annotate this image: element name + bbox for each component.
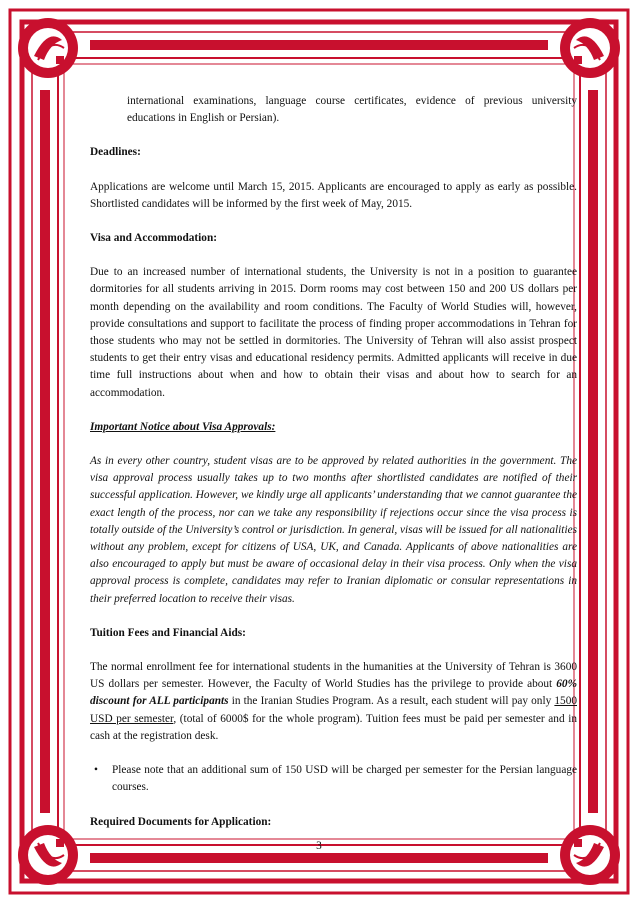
tuition-paragraph	[90, 659, 577, 745]
visa-heading: Visa and Accommodation:	[90, 232, 217, 245]
tuition-text-1: The normal enrollment fee for international students in the humanities at the University of Tehran is 3600 US dollars per semester. However, the Faculty of World Studies has the privilege to provide about	[90, 661, 577, 691]
visa-paragraph: Due to an increased number of international students, the University is not in a position to guarantee dormitories for all students arriving in 2015. Dorm rooms may cost between 150 and 200 US dollars per month depending on the availability and room conditions. The Faculty of World Studies will, however, provide consultations and support to facilitate the process of finding proper accommodations in Tehran for those students who may not be settled in dormitories. The University of Tehran will also assist prospect students to get their entry visas and educational residency permits. Admitted applicants will receive in due time full instructions about when and how to obtain their visas and about how to search for an accommodation.	[90, 266, 577, 399]
tuition-heading: Tuition Fees and Financial Aids:	[90, 626, 246, 639]
discount-highlight: 60% discount for ALL participants	[90, 678, 577, 708]
page-number: 3	[316, 840, 322, 852]
bullet-icon: •	[94, 764, 98, 777]
corner-ornament-top-right-icon	[560, 18, 620, 78]
price-per-semester: 1500 USD per semester	[90, 695, 577, 725]
page-body	[90, 93, 577, 831]
corner-ornament-top-left-icon	[18, 18, 78, 78]
intro-paragraph: international examinations, language course certificates, evidence of previous university educations in English or Persian).	[127, 95, 577, 125]
visa-notice-heading: Important Notice about Visa Approvals:	[90, 420, 276, 433]
corner-ornament-bottom-right-icon	[560, 825, 620, 885]
visa-notice-paragraph: As in every other country, student visas are to be approved by related authorities in the government. The visa approval process usually takes up to two months after shortlisted candidates are notified of their successful application. However, we kindly urge all applicants’ understanding that we cannot guarantee the exact length of the process, nor can we take any responsibility if rejections occur since the visa process is totally outside of the University’s control or jurisdiction. In general, visas will be issued for all nationalities without any problem, except for citizens of USA, UK, and Canada. Applicants of above nationalities are also encouraged to apply but must be aware of occasional delay in their visa process. Only when the visa approval process is complete, candidates may refer to Iranian diplomatic or consular representations in their preferred location to receive their visas.	[90, 455, 577, 605]
tuition-text-2: in the Iranian Studies Program. As a result, each student will pay only	[228, 695, 555, 708]
deadlines-heading: Deadlines:	[90, 146, 141, 159]
deadlines-paragraph: Applications are welcome until March 15, 2015. Applicants are encouraged to apply as early as possible. Shortlisted candidates will be informed by the first week of May, 2015.	[90, 180, 577, 210]
list-item	[90, 762, 577, 796]
persian-course-fee-note: Please note that an additional sum of 150 USD will be charged per semester for the Persian language courses.	[112, 764, 577, 794]
documents-heading: Required Documents for Application:	[90, 815, 272, 828]
corner-ornament-bottom-left-icon	[18, 825, 78, 885]
tuition-text-3: , (total of 6000$ for the whole program). Tuition fees must be paid per semester and in cash at the registration desk.	[90, 712, 577, 742]
